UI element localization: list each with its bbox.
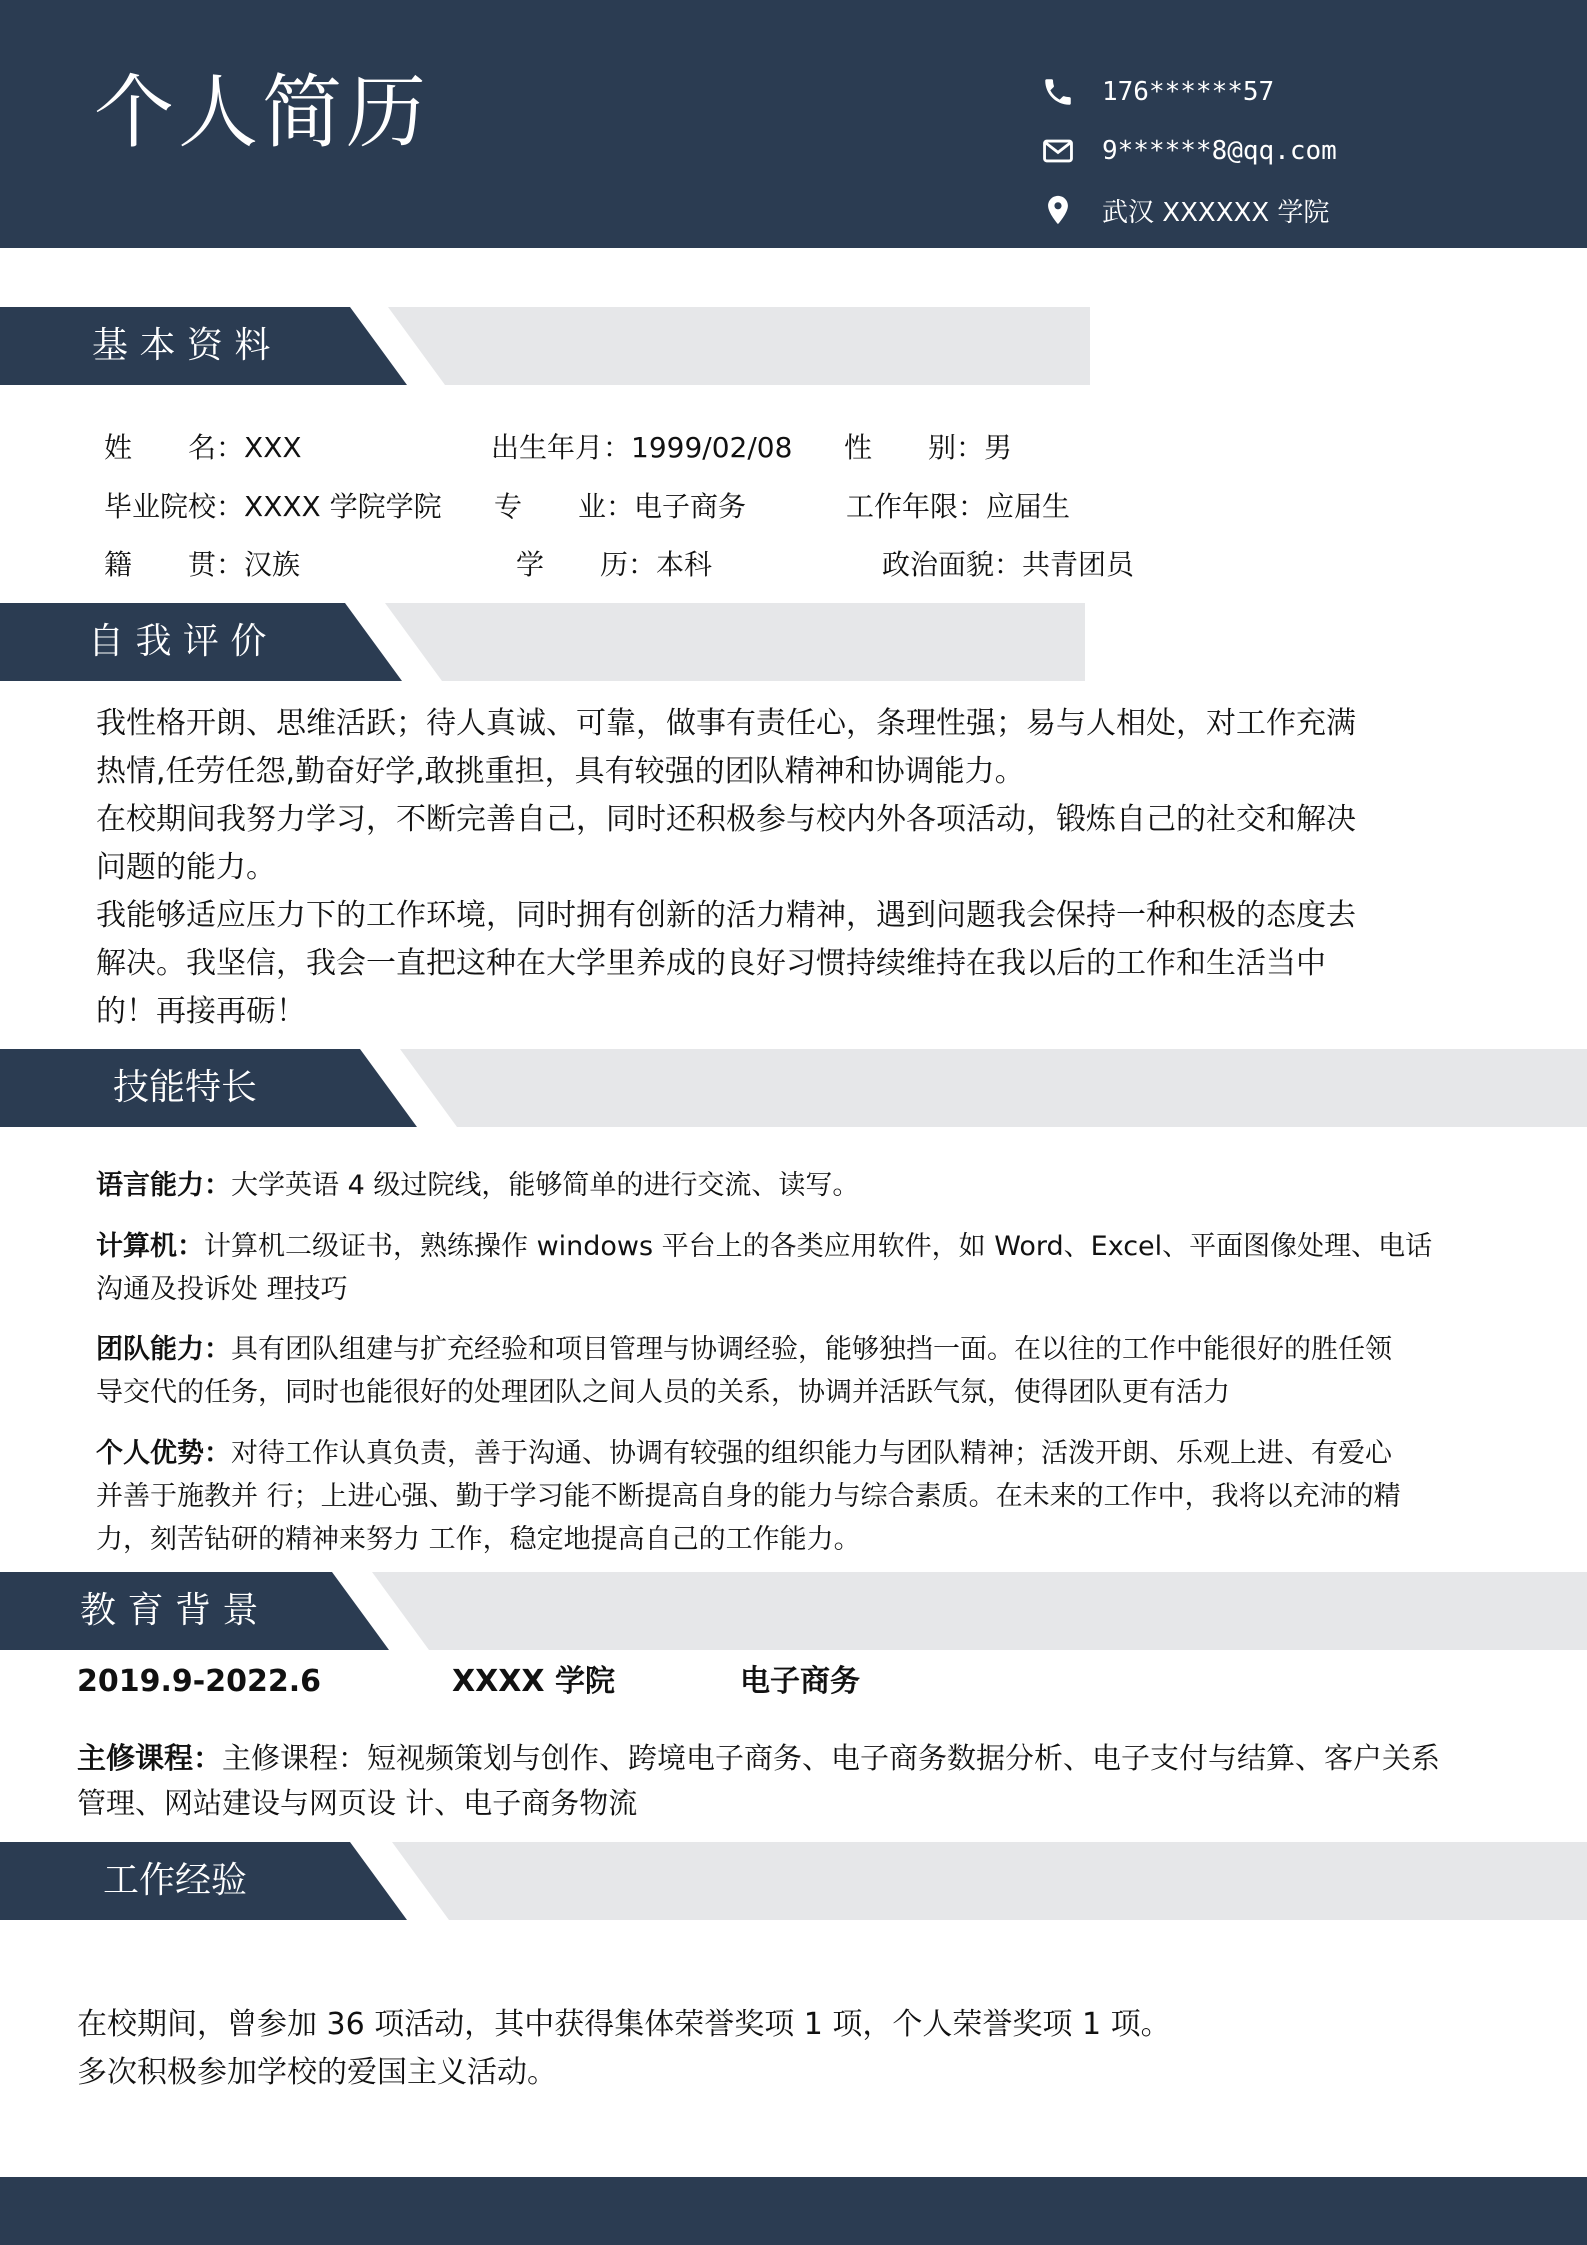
section-header-skills	[0, 1049, 1587, 1127]
skill-computer	[96, 1225, 1526, 1311]
section-header-self-eval	[0, 603, 1100, 681]
info-political	[882, 545, 1134, 585]
section-bar	[370, 1842, 1587, 1920]
work-text	[77, 2001, 1517, 2097]
section-title-self-eval: 自 我 评 价	[88, 621, 267, 662]
skill-text: 具有团队组建与扩充经验和项目管理与协调经验，能够独挡一面。在以往的工作中能很好的胜任领	[231, 1334, 1392, 1365]
section-header-education	[0, 1572, 1587, 1650]
skill-text: 导交代的任务，同时也能很好的处理团队之间人员的关系，协调并活跃气氛，使得团队更有活力	[96, 1377, 1230, 1408]
paragraph-line: 在校期间，曾参加 36 项活动，其中获得集体荣誉奖项 1 项，个人荣誉奖项 1 项。	[77, 2007, 1171, 2042]
header-banner	[0, 0, 1587, 248]
info-label: 姓 名：	[104, 431, 245, 464]
skill-text: 对待工作认真负责，善于沟通、协调有较强的组织能力与团队精神；活泼开朗、乐观上进、有爱心	[231, 1438, 1392, 1469]
paragraph-line: 我能够适应压力下的工作环境，同时拥有创新的活力精神，遇到问题我会保持一种积极的态度去	[96, 898, 1356, 933]
paragraph-line: 的！再接再砺！	[96, 994, 306, 1029]
info-value: 1999/02/08	[631, 431, 793, 464]
info-label: 政治面貌：	[882, 548, 1023, 581]
skill-team	[96, 1328, 1526, 1414]
contact-location	[1040, 190, 1560, 230]
skill-label: 个人优势：	[96, 1438, 231, 1469]
section-bar	[370, 603, 1085, 681]
info-value: 汉族	[244, 548, 301, 581]
paragraph-line: 热情,任劳任怨,勤奋好学,敢挑重担，具有较强的团队精神和协调能力。	[96, 754, 1025, 789]
edu-courses	[77, 1736, 1507, 1826]
location-pin-icon	[1040, 192, 1076, 228]
info-label: 专 业：	[494, 490, 635, 523]
info-value: 男	[984, 431, 1013, 464]
location-text: 武汉 XXXXXX 学院	[1102, 197, 1330, 228]
paragraph-line: 解决。我坚信，我会一直把这种在大学里养成的良好习惯持续维持在我以后的工作和生活当中	[96, 946, 1326, 981]
section-title-basic: 基 本 资 料	[92, 325, 271, 366]
skill-language	[96, 1164, 1526, 1207]
section-bar	[370, 1572, 1587, 1650]
info-value: 本科	[656, 548, 713, 581]
section-title-education: 教 育 背 景	[80, 1590, 259, 1631]
paragraph-line: 多次积极参加学校的爱国主义活动。	[77, 2055, 557, 2090]
info-label: 学 历：	[516, 548, 657, 581]
paragraph-line: 在校期间我努力学习，不断完善自己，同时还积极参与校内外各项活动，锻炼自己的社交和解决	[96, 802, 1356, 837]
edu-major: 电子商务	[740, 1664, 860, 1699]
section-header-work	[0, 1842, 1587, 1920]
page-title: 个人简历	[94, 66, 430, 159]
phone-number: 176******57	[1102, 77, 1275, 107]
info-origin	[104, 545, 300, 585]
section-header-basic	[0, 307, 1100, 385]
info-value: 共青团员	[1022, 548, 1135, 581]
skill-label: 团队能力：	[96, 1334, 231, 1365]
info-value: XXXX 学院学院	[244, 490, 442, 523]
edu-school: XXXX 学院	[452, 1664, 615, 1699]
paragraph-line: 我性格开朗、思维活跃；待人真诚、可靠，做事有责任心，条理性强；易与人相处，对工作充满	[96, 706, 1356, 741]
contact-email	[1040, 131, 1560, 171]
skill-text: 计算机二级证书，熟练操作 windows 平台上的各类应用软件，如 Word、Excel、平面图像处理、电话	[204, 1231, 1433, 1262]
info-label: 出生年月：	[491, 431, 632, 464]
skill-label: 语言能力：	[96, 1170, 231, 1201]
contact-phone	[1040, 72, 1560, 112]
info-school	[104, 487, 442, 527]
course-label: 主修课程：	[77, 1741, 223, 1775]
info-years	[846, 487, 1070, 527]
info-name	[104, 428, 302, 468]
info-major	[494, 487, 746, 527]
info-value: 电子商务	[634, 490, 747, 523]
course-text: 管理、网站建设与网页设 计、电子商务物流	[77, 1786, 638, 1820]
info-value: 应届生	[986, 490, 1071, 523]
section-bar	[370, 307, 1090, 385]
paragraph-line: 问题的能力。	[96, 850, 276, 885]
info-gender	[844, 428, 1012, 468]
course-text: 主修课程：短视频策划与创作、跨境电子商务、电子商务数据分析、电子支付与结算、客户关系	[222, 1741, 1441, 1775]
skill-text: 沟通及投诉处 理技巧	[96, 1274, 348, 1305]
self-eval-text	[96, 700, 1536, 1036]
info-label: 工作年限：	[846, 490, 987, 523]
email-address: 9******8@qq.com	[1102, 136, 1337, 166]
info-degree	[516, 545, 712, 585]
skill-text: 并善于施教并 行；上进心强、勤于学习能不断提高自身的能力与综合素质。在未来的工作中，我将以充沛的精	[96, 1481, 1401, 1512]
footer-bar	[0, 2177, 1587, 2245]
skill-text: 大学英语 4 级过院线，能够简单的进行交流、读写。	[231, 1170, 860, 1201]
skill-text: 力，刻苦钻研的精神来努力 工作，稳定地提高自己的工作能力。	[96, 1524, 861, 1555]
skill-advantage	[96, 1432, 1526, 1561]
info-birth	[491, 428, 792, 468]
info-label: 性 别：	[844, 431, 985, 464]
info-label: 毕业院校：	[104, 490, 245, 523]
phone-icon	[1040, 74, 1076, 110]
envelope-icon	[1040, 133, 1076, 169]
info-value: XXX	[244, 431, 302, 464]
section-title-skills: 技能特长	[113, 1067, 258, 1108]
section-bar	[370, 1049, 1587, 1127]
section-title-work: 工作经验	[103, 1860, 248, 1901]
edu-period: 2019.9-2022.6	[77, 1664, 321, 1699]
skill-label: 计算机：	[96, 1231, 204, 1262]
info-label: 籍 贯：	[104, 548, 245, 581]
